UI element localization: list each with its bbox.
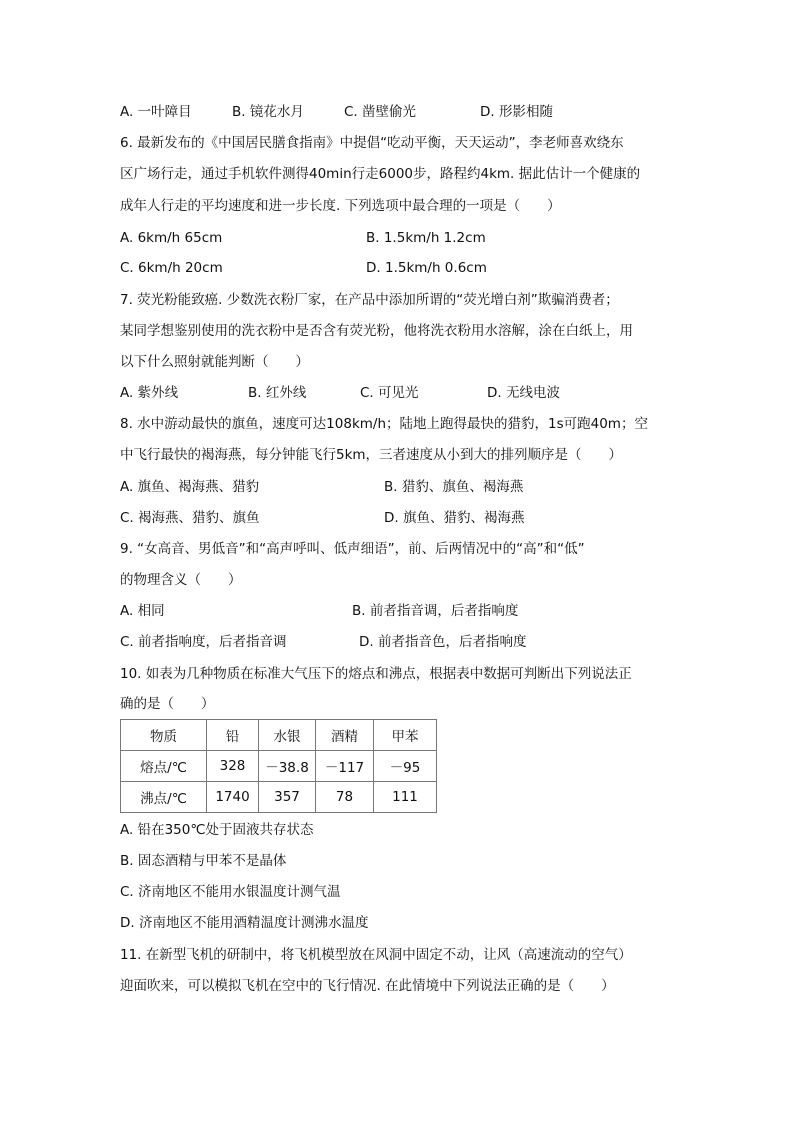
q9-option-b: B. 前者指音调，后者指响度: [352, 603, 519, 619]
q5-option-d: D. 形影相随: [480, 104, 553, 120]
table-cell: 沸点/℃: [121, 782, 207, 813]
q11-stem-line-2: 迎面吹来，可以模拟飞机在空中的飞行情况. 在此情境中下列说法正确的是（ ）: [120, 978, 615, 994]
table-cell: 328: [207, 751, 259, 782]
table-cell: －38.8: [259, 751, 316, 782]
q7-option-a: A. 紫外线: [120, 385, 179, 401]
q9-stem-line-2: 的物理含义（ ）: [120, 572, 242, 588]
table-row: [121, 782, 437, 813]
q5-option-b: B. 镜花水月: [232, 104, 304, 120]
q9-option-a: A. 相同: [120, 603, 165, 619]
q7-option-c: C. 可见光: [360, 385, 419, 401]
q6-stem-line-1: 6. 最新发布的《中国居民膳食指南》中提倡“吃动平衡，天天运动”，李老师喜欢绕东: [120, 135, 624, 151]
q7-option-b: B. 红外线: [248, 385, 307, 401]
q5-option-c: C. 凿壁偷光: [344, 104, 417, 120]
table-cell: －117: [316, 751, 374, 782]
melting-boiling-point-table: [120, 719, 437, 813]
q10-option-a: A. 铅在350℃处于固液共存状态: [120, 822, 314, 838]
q10-option-b: B. 固态酒精与甲苯不是晶体: [120, 853, 287, 869]
q7-stem-line-1: 7. 荧光粉能致癌. 少数洗衣粉厂家，在产品中添加所谓的“荧光增白剂”欺骗消费者；: [120, 292, 619, 308]
q9-option-c: C. 前者指响度，后者指音调: [120, 634, 287, 650]
q6-option-a: A. 6km/h 65cm: [120, 230, 223, 246]
table-cell: 357: [259, 782, 316, 813]
table-cell: 熔点/℃: [121, 751, 207, 782]
table-cell: 111: [374, 782, 437, 813]
table-header-cell: 酒精: [316, 720, 374, 751]
table-header-cell: 水银: [259, 720, 316, 751]
q6-stem-line-3: 成年人行走的平均速度和进一步长度. 下列选项中最合理的一项是（ ）: [120, 198, 561, 214]
q7-option-d: D. 无线电波: [487, 385, 560, 401]
table-cell: 78: [316, 782, 374, 813]
table-header-row: [121, 720, 437, 751]
table-cell: －95: [374, 751, 437, 782]
q10-stem-line-2: 确的是（ ）: [120, 696, 215, 712]
table-row: [121, 751, 437, 782]
table-header-cell: 铅: [207, 720, 259, 751]
q5-option-a: A. 一叶障目: [120, 104, 192, 120]
q9-option-d: D. 前者指音色，后者指响度: [359, 634, 527, 650]
q6-option-b: B. 1.5km/h 1.2cm: [366, 230, 486, 246]
q6-option-c: C. 6km/h 20cm: [120, 260, 223, 276]
table-header-cell: 物质: [121, 720, 207, 751]
q8-option-c: C. 褐海燕、猎豹、旗鱼: [120, 510, 260, 526]
q6-stem-line-2: 区广场行走，通过手机软件测得40min行走6000步，路程约4km. 据此估计一个健康的: [120, 166, 641, 182]
q10-option-d: D. 济南地区不能用酒精温度计测沸水温度: [120, 915, 369, 931]
q10-stem-line-1: 10. 如表为几种物质在标准大气压下的熔点和沸点，根据表中数据可判断出下列说法正: [120, 666, 632, 682]
q8-option-d: D. 旗鱼、猎豹、褐海燕: [384, 510, 525, 526]
q8-option-a: A. 旗鱼、褐海燕、猎豹: [120, 479, 260, 495]
q8-option-b: B. 猎豹、旗鱼、褐海燕: [384, 479, 524, 495]
q9-stem-line-1: 9. “女高音、男低音”和“高声呼叫、低声细语”，前、后两情况中的“高”和“低”: [120, 541, 585, 557]
q6-option-d: D. 1.5km/h 0.6cm: [366, 260, 487, 276]
q10-option-c: C. 济南地区不能用水银温度计测气温: [120, 884, 341, 900]
table-cell: 1740: [207, 782, 259, 813]
q8-stem-line-2: 中飞行最快的褐海燕，每分钟能飞行5km，三者速度从小到大的排列顺序是（ ）: [120, 447, 623, 463]
q7-stem-line-2: 某同学想鉴别使用的洗衣粉中是否含有荧光粉，他将洗衣粉用水溶解，涂在白纸上，用: [120, 323, 633, 339]
q11-stem-line-1: 11. 在新型飞机的研制中，将飞机模型放在风洞中固定不动，让风（高速流动的空气）: [120, 947, 632, 963]
q8-stem-line-1: 8. 水中游动最快的旗鱼，速度可达108km/h；陆地上跑得最快的猎豹，1s可跑40m；空: [120, 416, 648, 432]
q7-stem-line-3: 以下什么照射就能判断（ ）: [120, 354, 309, 370]
table-header-cell: 甲苯: [374, 720, 437, 751]
